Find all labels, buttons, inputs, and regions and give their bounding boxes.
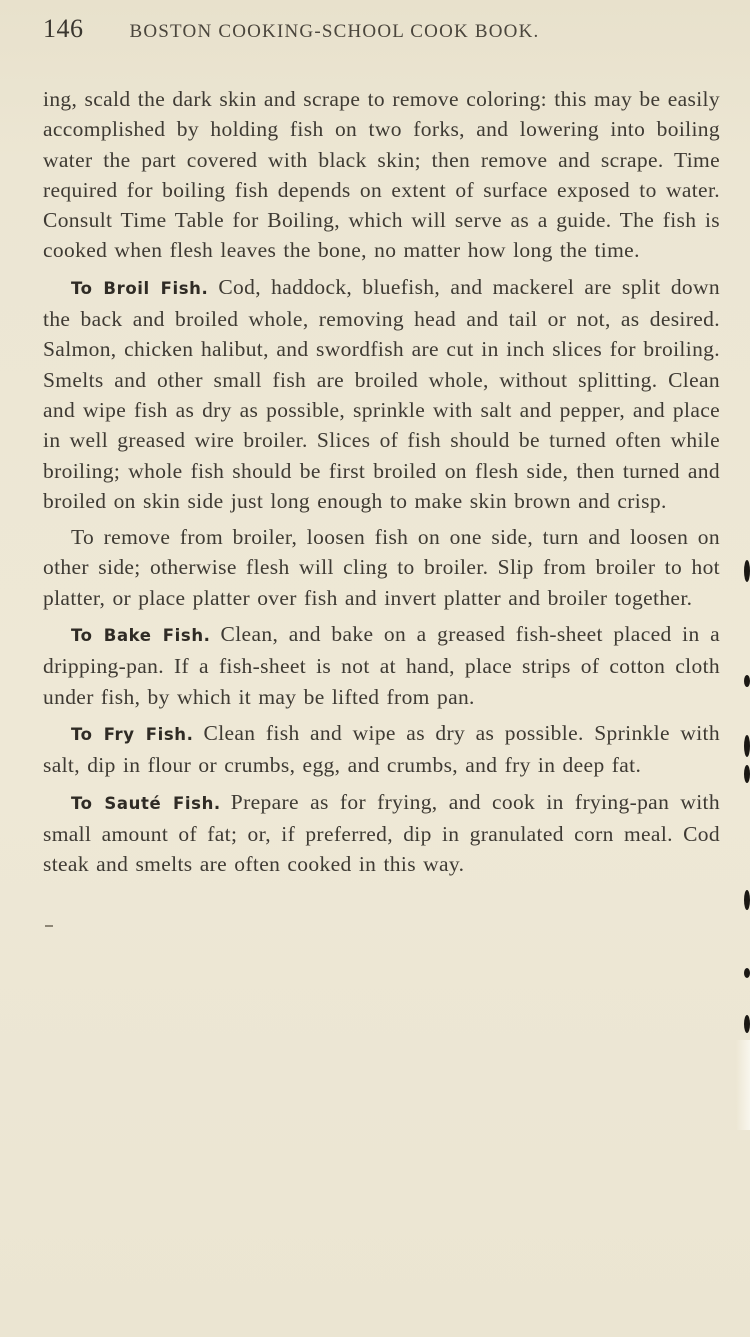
text-saute-fish: Prepare as for frying, and cook in frying-pan with small amount of fat; or, if preferred, dip in granulated corn meal. Cod steak and smelts are often cooked in this way. bbox=[43, 789, 720, 877]
text-fry-fish: Clean fish and wipe as dry as possible. Sprinkle with salt, dip in flour or crumbs, egg, and crumbs, and fry in deep fat. bbox=[43, 720, 720, 778]
edge-ink-mark bbox=[744, 765, 750, 783]
edge-ink-mark bbox=[744, 560, 750, 582]
edge-ink-mark bbox=[744, 735, 750, 757]
running-head bbox=[43, 14, 720, 54]
edge-ink-mark bbox=[744, 675, 750, 687]
edge-ink-mark bbox=[744, 890, 750, 910]
paragraph-remove-from-broiler: To remove from broiler, loosen fish on one side, turn and loosen on other side; otherwise flesh will cling to broiler. Slip from broiler to hot platter, or place platter over fish and invert platter and broiler together. bbox=[43, 525, 720, 610]
section-broil-fish bbox=[43, 272, 720, 516]
heading-fry-fish: To Fry Fish. bbox=[71, 724, 194, 744]
section-saute-fish bbox=[43, 787, 720, 880]
running-title: BOSTON COOKING-SCHOOL COOK BOOK. bbox=[129, 21, 540, 42]
heading-broil-fish: To Broil Fish. bbox=[71, 278, 209, 298]
edge-ink-mark bbox=[744, 968, 750, 978]
edge-ink-mark bbox=[744, 1015, 750, 1033]
heading-saute-fish: To Sauté Fish. bbox=[71, 793, 221, 813]
text-bake-fish: Clean, and bake on a greased fish-sheet placed in a dripping-pan. If a fish-sheet is not at hand, place strips of cotton cloth under fish, by which it may be lifted from pan. bbox=[43, 622, 721, 709]
page-edge-fold bbox=[736, 1040, 750, 1130]
paragraph-boiling-continued: ing, scald the dark skin and scrape to remove coloring: this may be easily accomplished by holding fish on two forks, and lowering into boiling water the part covered with black skin; then remove and scrape. Time required for boiling fish depends on extent of surface exposed to water. Consult Time Table for Boiling, which will serve as a guide. The fish is cooked when flesh leaves the bone, no matter how long the time. bbox=[43, 87, 720, 263]
text-broil-fish: Cod, haddock, bluefish, and mackerel are split down the back and broiled whole, removing head and tail or not, as desired. Salmon, chicken halibut, and swordfish are cut in inch slices for broiling. Smelts and other small fish are broiled whole, without splitting. Clean and wipe fish as dry as possible, sprinkle with salt and pepper, and place in well greased wire broiler. Slices of fish should be turned often while broiling; whole fish should be first broiled on flesh side, then turned and broiled on skin side just long enough to make skin brown and crisp. bbox=[43, 274, 720, 513]
heading-bake-fish: To Bake Fish. bbox=[71, 626, 211, 646]
page-number: 146 bbox=[43, 14, 84, 43]
section-fry-fish bbox=[43, 718, 720, 781]
section-bake-fish bbox=[43, 619, 720, 712]
margin-dash-mark bbox=[45, 925, 53, 927]
